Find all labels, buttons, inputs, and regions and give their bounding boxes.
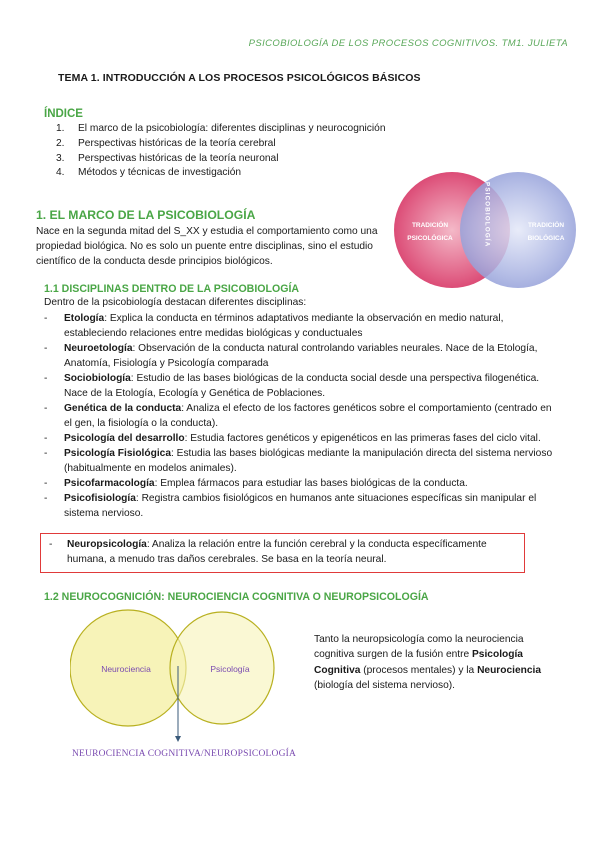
neurocognition-venn-diagram [70,608,280,748]
list-item: - Psicofisiología: Registra cambios fisiológicos en humanos ante situaciones específicas sin manipular el sistema nervioso. [44,493,537,519]
running-header: PSICOBIOLOGÍA DE LOS PROCESOS COGNITIVOS. TM1. JULIETA [248,38,568,49]
document-title: TEMA 1. INTRODUCCIÓN A LOS PROCESOS PSICOLÓGICOS BÁSICOS [58,72,421,84]
right-label-line-2: BIOLÓGICA [527,235,565,242]
psychology-label: Psicología [210,664,250,674]
list-item: - Psicología del desarrollo: Estudia factores genéticos y epigenéticos en las primeras fases del ciclo vital. [44,433,541,444]
index-item: 1. El marco de la psicobiología: diferentes disciplinas y neurocognición [56,123,386,134]
list-item: - Etología: Explica la conducta en términos adaptativos mediante la observación en medio natural, estableciendo relaciones entre medidas biológicas y conductuales [44,313,504,339]
psychobiology-venn-diagram [390,168,580,298]
center-vertical-label: PSICOBIOLOGÍA [483,182,491,248]
biological-tradition-circle [460,172,576,288]
index-item: 2. Perspectivas históricas de la teoría cerebral [56,137,276,149]
left-label-line-1: TRADICIÓN [411,222,449,229]
subsection-1-2-heading: 1.2 NEUROCOGNICIÓN: NEUROCIENCIA COGNITIVA O NEUROPSICOLOGÍA [44,591,429,603]
list-item: - Sociobiología: Estudio de las bases biológicas de la conducta social desde una perspectiva filogenética. Nace de la Etología, Ecología y Genética de Poblaciones. [44,373,540,399]
list-item: - Genética de la conducta: Analiza el efecto de los factores genéticos sobre el comportamiento (centrado en el gen, la fisiología o la conducta). [44,403,552,429]
left-label-line-2: PSICOLÓGICA [407,235,453,242]
index-heading: ÍNDICE [44,108,83,120]
list-item: - Psicología Fisiológica: Estudia las bases biológicas mediante la manipulación directa del sistema nervioso (habitualmente en modelos animales). [44,448,553,474]
neurocognition-caption: NEUROCIENCIA COGNITIVA/NEUROPSICOLOGÍA [72,749,297,759]
list-item: - Psicofarmacología: Emplea fármacos para estudiar las bases biológicas de la conducta. [44,478,468,489]
neuroscience-label: Neurociencia [101,664,151,674]
list-item: - Neuroetología: Observación de la conducta natural controlando variables neurales. Nace de la Etología, Anatomía, Fisiología y Psicología comparada [44,343,538,369]
right-label-line-1: TRADICIÓN [527,222,565,229]
section-1-intro: Nace en la segunda mitad del S_XX y estudia el comportamiento como una propiedad biológica. No es solo un puente entre disciplinas, sino el estudio científico de la conducta desde principios biológicos. [36,226,378,268]
section-1-heading: 1. EL MARCO DE LA PSICOBIOLOGÍA [36,208,256,222]
disciplines-list [44,311,554,521]
index-item: 4. Métodos y técnicas de investigación [56,167,242,179]
index-list [56,122,386,181]
fusion-paragraph: Tanto la neuropsicología como la neurociencia cognitiva surgen de la fusión entre Psicología Cognitiva (procesos mentales) y la Neurociencia (biología del sistema nervioso). [314,634,542,692]
neuropsychology-highlight-box: - Neuropsicología: Analiza la relación entre la función cerebral y la conducta específicamente humana, a menudo tras daños cerebrales. Se basa en la teoría neural. [40,533,525,573]
arrow-down-icon [175,736,181,742]
subsection-1-1-heading: 1.1 DISCIPLINAS DENTRO DE LA PSICOBIOLOGÍA [44,283,300,295]
index-item: 3. Perspectivas históricas de la teoría neuronal [56,152,279,164]
subsection-1-1-intro: Dentro de la psicobiología destacan diferentes disciplinas: [44,297,307,308]
